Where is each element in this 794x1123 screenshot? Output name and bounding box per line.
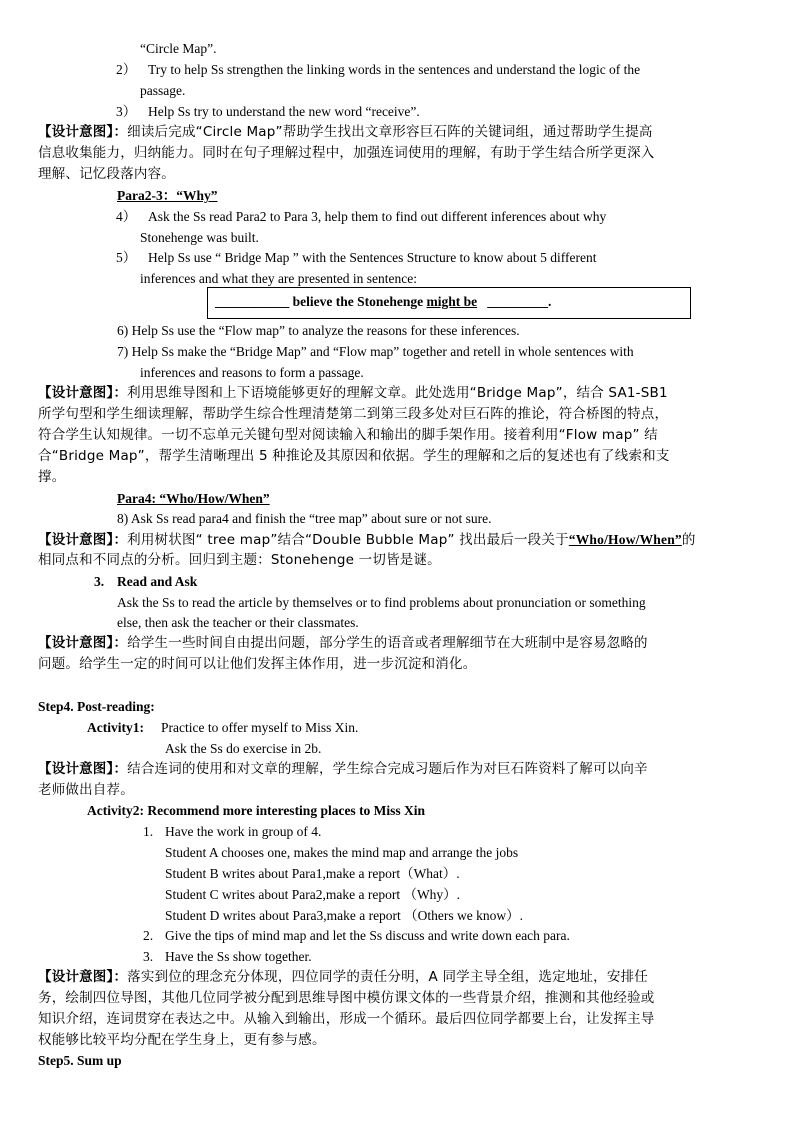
step5-heading: Step5. Sum up — [38, 1053, 122, 1068]
section-heading-read-and-ask: Read and Ask — [117, 574, 198, 589]
activity2-heading: Activity2: Recommend more interesting places to Miss Xin — [87, 803, 426, 818]
text-line: 问题。给学生一定的时间可以让他们发挥主体作用，进一步沉淀和消化。 — [38, 656, 477, 672]
text-line: Student B writes about Para1,make a report（What）. — [165, 866, 460, 881]
text-line: 给学生一些时间自由提出问题，部分学生的语音或者理解细节在大班制中是容易忽略的 — [127, 635, 648, 651]
text-line: “Circle Map”. — [140, 41, 217, 56]
text-line: Try to help Ss strengthen the linking words in the sentences and understand the logic of the — [148, 62, 641, 77]
text-line: Have the Ss show together. — [165, 949, 312, 964]
activity1-label: Activity1: — [87, 720, 144, 735]
text-line: Student D writes about Para3,make a report （Others we know）. — [165, 908, 524, 923]
text-line: Help Ss use “ Bridge Map ” with the Sentences Structure to know about 5 different — [148, 250, 597, 265]
list-number: 3. — [94, 574, 105, 589]
list-number: 3） — [116, 104, 137, 119]
text-line: 理解、记忆段落内容。 — [38, 166, 175, 182]
text-line: inferences and what they are presented in sentence: — [140, 271, 417, 286]
text-line: 权能够比较平均分配在学生身上，更有参与感。 — [38, 1032, 326, 1048]
text-line: 老师做出自荐。 — [38, 782, 134, 798]
step4-heading: Step4. Post-reading: — [38, 699, 155, 714]
text-line: 所学句型和学生细读理解，帮助学生综合性理清楚第二到第三段多处对巨石阵的推论，符合桥图的特点， — [38, 406, 669, 422]
text-line: 符合学生认知规律。一切不忘单元关键句型对阅读输入和输出的脚手架作用。接着利用“Flow map” 结 — [38, 427, 658, 443]
design-intent-label: 【设计意图】： — [38, 385, 128, 401]
text-line: Help Ss try to understand the new word “receive”. — [148, 104, 420, 119]
list-number: 1. — [143, 824, 154, 839]
text-line: Ask the Ss read Para2 to Para 3, help them to find out different inferences about why — [148, 209, 607, 224]
text-line: 结合连词的使用和对文章的理解，学生综合完成习题后作为对巨石阵资料了解可以向辛 — [127, 761, 648, 777]
text-line: Have the work in group of 4. — [165, 824, 322, 839]
text-line: Stonehenge was built. — [140, 230, 259, 245]
text-line: 信息收集能力，归纳能力。同时在句子理解过程中，加强连词使用的理解，有助于学生结合所学更深入 — [38, 145, 655, 161]
design-intent-label: 【设计意图】： — [38, 532, 128, 548]
design-intent-label: 【设计意图】： — [38, 124, 128, 140]
who-how-when-text: “Who/How/When” — [568, 532, 682, 547]
text-line: 7) Help Ss make the “Bridge Map” and “Flow map” together and retell in whole sentences with — [117, 344, 634, 359]
list-number: 3. — [143, 949, 154, 964]
text-line: Ask the Ss to read the article by themselves or to find problems about pronunciation or something — [117, 595, 646, 610]
text-line: passage. — [140, 83, 186, 98]
design-intent-label: 【设计意图】： — [38, 969, 128, 985]
list-number: 2） — [116, 62, 137, 77]
design-intent-label: 【设计意图】： — [38, 635, 128, 651]
text-line: else, then ask the teacher or their classmates. — [117, 615, 359, 630]
text-line: Student C writes about Para2,make a report （Why）. — [165, 887, 461, 902]
text-line: 务，绘制四位导图，其他几位同学被分配到思维导图中模仿课文体的一些背景介绍，推测和其他经验或 — [38, 990, 655, 1006]
sentence-structure-text: ___________ believe the Stonehenge might be _________. — [215, 294, 552, 309]
text-line: 撑。 — [38, 469, 66, 485]
text-line: 8) Ask Ss read para4 and finish the “tree map” about sure or not sure. — [117, 511, 492, 526]
section-heading-para2-3: Para2-3：“Why” — [117, 188, 218, 203]
section-heading-para4: Para4: “Who/How/When” — [117, 491, 270, 506]
text-line: 利用思维导图和上下语境能够更好的理解文章。此处选用“Bridge Map”，结合 SA1-SB1 — [127, 385, 668, 401]
list-number: 5） — [116, 250, 137, 265]
design-intent-label: 【设计意图】： — [38, 761, 128, 777]
list-number: 2. — [143, 928, 154, 943]
text-line: Give the tips of mind map and let the Ss discuss and write down each para. — [165, 928, 570, 943]
text-line: 6) Help Ss use the “Flow map” to analyze the reasons for these inferences. — [117, 323, 520, 338]
text-line: Practice to offer myself to Miss Xin. — [161, 720, 359, 735]
text-line: 落实到位的理念充分体现，四位同学的责任分明，A 同学主导全组，选定地址，安排任 — [127, 969, 648, 985]
text-line: 细读后完成“Circle Map”帮助学生找出文章形容巨石阵的关键词组，通过帮助学生提高 — [127, 124, 653, 140]
text-line: 知识介绍，连词贯穿在表达之中。从输入到输出，形成一个循环。最后四位同学都要上台，让发挥主导 — [38, 1011, 655, 1027]
list-number: 4） — [116, 209, 137, 224]
text-line: inferences and reasons to form a passage. — [140, 365, 364, 380]
text-line: 利用树状图“ tree map”结合“Double Bubble Map” 找出最后一段关于 — [127, 532, 569, 548]
text-line: 合“Bridge Map”，帮学生清晰理出 5 种推论及其原因和依据。学生的理解和之后的复述也有了线索和支 — [38, 448, 670, 464]
text-line: Ask the Ss do exercise in 2b. — [165, 741, 322, 756]
text-line: 相同点和不同点的分析。回归到主题：Stonehenge 一切皆是谜。 — [38, 552, 441, 568]
text-line: Student A chooses one, makes the mind map and arrange the jobs — [165, 845, 519, 860]
